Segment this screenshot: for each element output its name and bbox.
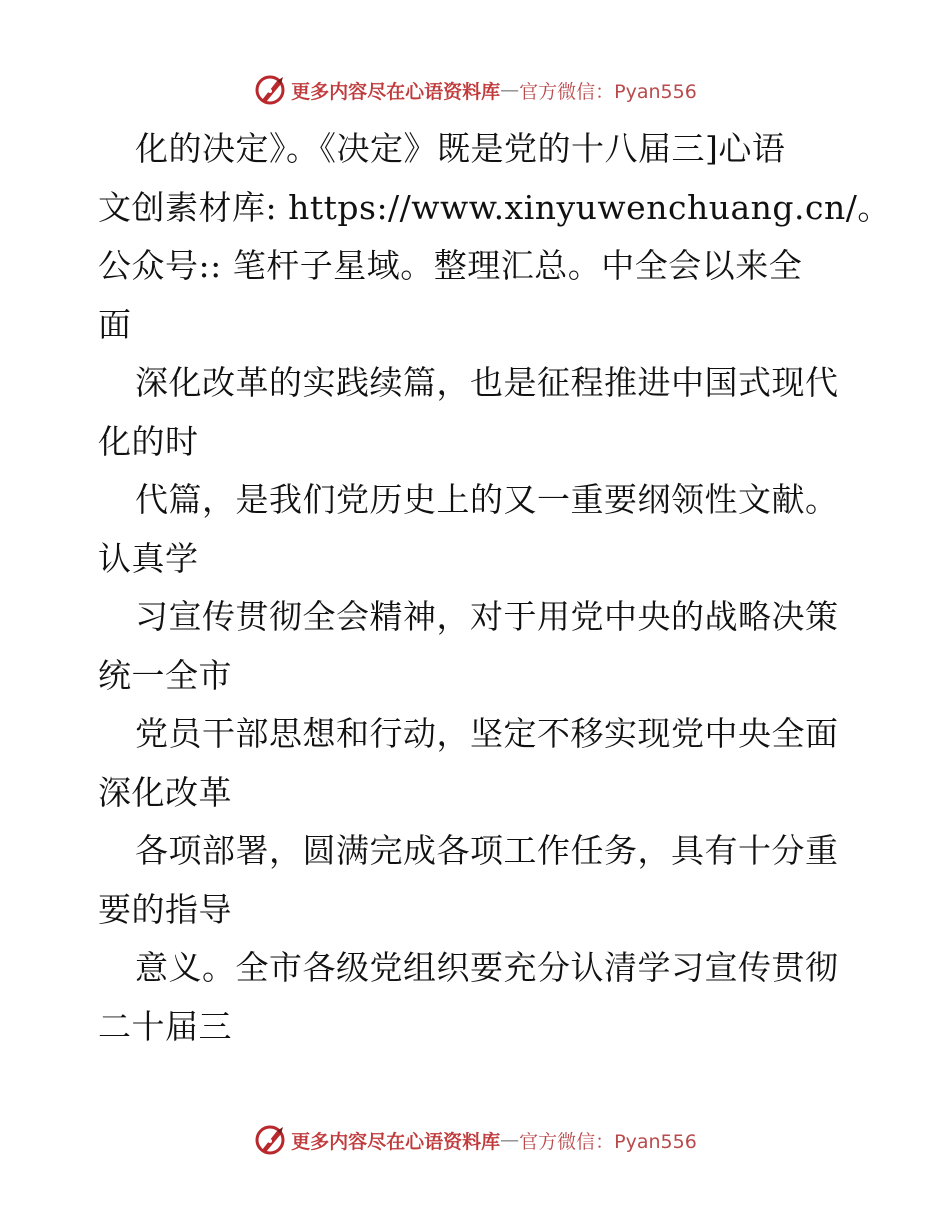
body-line: 各项部署，圆满完成各项工作任务，具有十分重 — [135, 831, 839, 870]
body-line: 认真学 — [98, 538, 199, 578]
body-line: 化的时 — [98, 421, 199, 461]
header-banner — [0, 70, 950, 110]
banner-wechat-text: 官方微信：Pyan556 — [519, 80, 697, 103]
body-line: 深化改革 — [98, 772, 232, 812]
footer-banner — [0, 1120, 950, 1160]
pen-nib-logo-icon — [253, 1123, 287, 1157]
body-line: 面 — [98, 304, 132, 344]
body-line: 统一全市 — [98, 655, 232, 695]
banner-wechat-text: 官方微信：Pyan556 — [519, 1130, 697, 1153]
body-line: 党员干部思想和行动，坚定不移实现党中央全面 — [135, 714, 839, 753]
body-line: 意义。全市各级党组织要充分认清学习宣传贯彻 — [135, 948, 839, 987]
body-line: 习宣传贯彻全会精神，对于用党中央的战略决策 — [135, 597, 839, 636]
banner-site-text: 更多内容尽在心语资料库 — [291, 80, 501, 103]
body-line: 文创素材库: https://www.xinyuwenchuang.cn/。 — [98, 187, 891, 227]
body-line: 化的决定》。《决定》既是党的十八届三]心语 — [135, 129, 786, 168]
banner-site-text: 更多内容尽在心语资料库 — [291, 1130, 501, 1153]
document-body — [98, 120, 891, 1056]
pen-nib-logo-icon — [253, 73, 287, 107]
body-line: 代篇，是我们党历史上的又一重要纲领性文献。 — [135, 480, 839, 519]
banner-dash: — — [500, 1129, 520, 1151]
body-line: 深化改革的实践续篇，也是征程推进中国式现代 — [135, 363, 839, 402]
banner-dash: — — [500, 79, 520, 101]
body-line: 二十届三 — [98, 1006, 232, 1046]
body-line: 要的指导 — [98, 889, 232, 929]
body-line: 公众号:: 笔杆子星域。整理汇总。中全会以来全 — [98, 246, 803, 285]
